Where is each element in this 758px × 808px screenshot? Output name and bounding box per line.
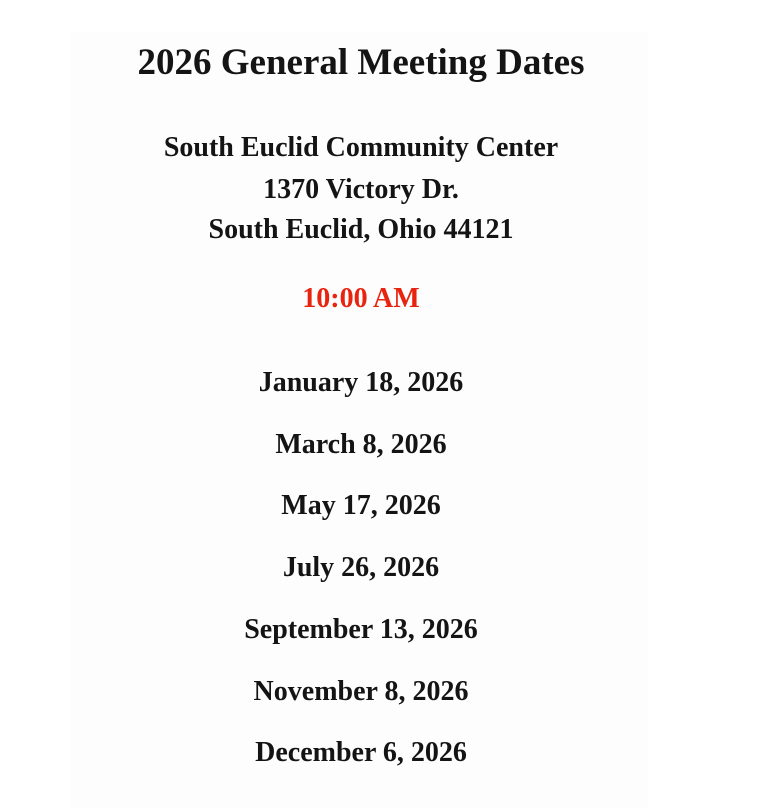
venue-street: 1370 Victory Dr.: [263, 174, 459, 205]
meeting-date: July 26, 2026: [282, 552, 440, 583]
meeting-date: December 6, 2026: [255, 737, 467, 768]
meeting-time: 10:00 AM: [302, 283, 420, 314]
page-title: 2026 General Meeting Dates: [137, 42, 585, 83]
venue-city: South Euclid, Ohio 44121: [208, 214, 514, 245]
meeting-date: November 8, 2026: [253, 676, 469, 707]
meeting-date: September 13, 2026: [244, 614, 478, 645]
venue-name: South Euclid Community Center: [163, 132, 559, 163]
meeting-date: May 17, 2026: [281, 490, 441, 521]
meeting-date: March 8, 2026: [275, 429, 447, 460]
meeting-date: January 18, 2026: [258, 367, 464, 398]
